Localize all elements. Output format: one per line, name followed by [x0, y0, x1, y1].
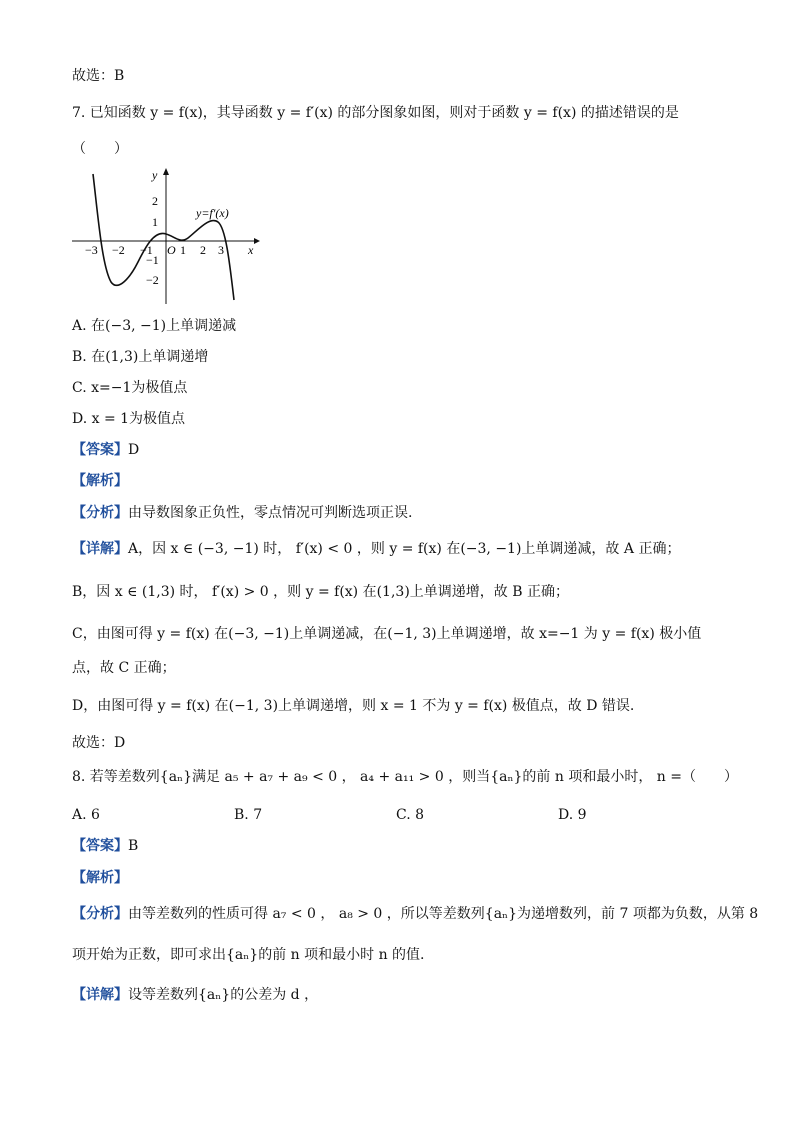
answer-tag: 【答案】 [72, 442, 128, 458]
q7-derivative-graph [68, 166, 268, 306]
q7-detail-d: D，由图可得 y = f(x) 在(−1, 3)上单调递增，则 x = 1 不为 y = f(x) 极值点，故 D 错误. [72, 698, 635, 714]
q7-fenxi-line [72, 503, 412, 523]
q7-detail-line-a [72, 539, 680, 559]
q8-option-c: C. 8 [396, 807, 425, 823]
q7-answer: D [128, 442, 140, 458]
q8-detail-line [72, 985, 318, 1005]
x-tick-1: 1 [180, 243, 186, 257]
x-axis-arrow [254, 238, 260, 244]
prev-answer: 故选：B [72, 68, 125, 84]
xiangjie-tag: 【详解】 [72, 541, 128, 557]
y-axis-label: y [152, 168, 158, 182]
q8-option-b: B. 7 [234, 807, 263, 823]
xiangjie-tag: 【详解】 [72, 987, 128, 1003]
analysis-tag: 【解析】 [72, 870, 128, 886]
y-tick-neg2: −2 [146, 273, 159, 287]
q8-fenxi1: 由等差数列的性质可得 a₇ < 0 ， a₈ > 0 ，所以等差数列{aₙ}为递增数列，前 7 项都为负数，从第 8 [128, 906, 759, 922]
y-tick-neg1: −1 [146, 253, 159, 267]
y-tick-2: 2 [152, 194, 158, 208]
q7-option-d: D. x = 1为极值点 [72, 411, 186, 427]
x-tick-3: 3 [218, 243, 224, 257]
q7-final: 故选：D [72, 735, 126, 751]
x-tick-neg3: −3 [85, 243, 98, 257]
q8-option-a: A. 6 [72, 807, 100, 823]
q8-option-d: D. 9 [558, 807, 587, 823]
q7-detail-c2: 点，故 C 正确； [72, 660, 176, 676]
answer-tag: 【答案】 [72, 838, 128, 854]
q8-fenxi2: 项开始为正数，即可求出{aₙ}的前 n 项和最小时 n 的值. [72, 947, 425, 963]
q8-detail1: 设等差数列{aₙ}的公差为 d ， [128, 987, 319, 1003]
y-tick-1: 1 [152, 215, 158, 229]
origin-label: O [167, 243, 176, 257]
q7-stem-line2: （ ） [72, 141, 128, 157]
x-tick-neg2: −2 [112, 243, 125, 257]
q8-analysis-line [72, 868, 128, 888]
q7-answer-line [72, 440, 139, 460]
q7-detail-c1: C，由图可得 y = f(x) 在(−3, −1)上单调递减，在(−1, 3)上单调递增，故 x=−1 为 y = f(x) 极小值 [72, 626, 702, 642]
fenxi-tag: 【分析】 [72, 906, 128, 922]
q8-stem: 8. 若等差数列{aₙ}满足 a₅ + a₇ + a₉ < 0 ， a₄ + a₁₁ > 0 ，则当{aₙ}的前 n 项和最小时， n =（ ） [72, 769, 738, 785]
q7-option-b: B. 在(1,3)上单调递增 [72, 349, 209, 365]
q8-answer: B [128, 838, 139, 854]
derivative-curve [93, 174, 234, 300]
q7-option-c: C. x=−1为极值点 [72, 380, 188, 396]
q8-fenxi-line1 [72, 904, 758, 924]
q7-detail-b: B，因 x ∈ (1,3) 时， f′(x) > 0 ，则 y = f(x) 在(1,3)上单调递增，故 B 正确； [72, 584, 569, 600]
curve-label: y=f′(x) [196, 206, 229, 220]
q7-detail-a: A，因 x ∈ (−3, −1) 时， f′(x) < 0 ，则 y = f(x) 在(−3, −1)上单调递减，故 A 正确； [128, 541, 681, 557]
x-tick-2: 2 [200, 243, 206, 257]
x-axis-label: x [248, 243, 254, 257]
analysis-tag: 【解析】 [72, 473, 128, 489]
q7-analysis-line [72, 471, 128, 491]
x-tick-neg1: −1 [140, 243, 153, 257]
q8-answer-line [72, 836, 138, 856]
q7-fenxi: 由导数图象正负性，零点情况可判断选项正误. [128, 505, 413, 521]
fenxi-tag: 【分析】 [72, 505, 128, 521]
y-axis-arrow [163, 168, 169, 175]
q7-stem-line1: 7. 已知函数 y = f(x)，其导函数 y = f′(x) 的部分图象如图，则对于函数 y = f(x) 的描述错误的是 [72, 105, 679, 121]
q7-option-a: A. 在(−3, −1)上单调递减 [72, 318, 237, 334]
